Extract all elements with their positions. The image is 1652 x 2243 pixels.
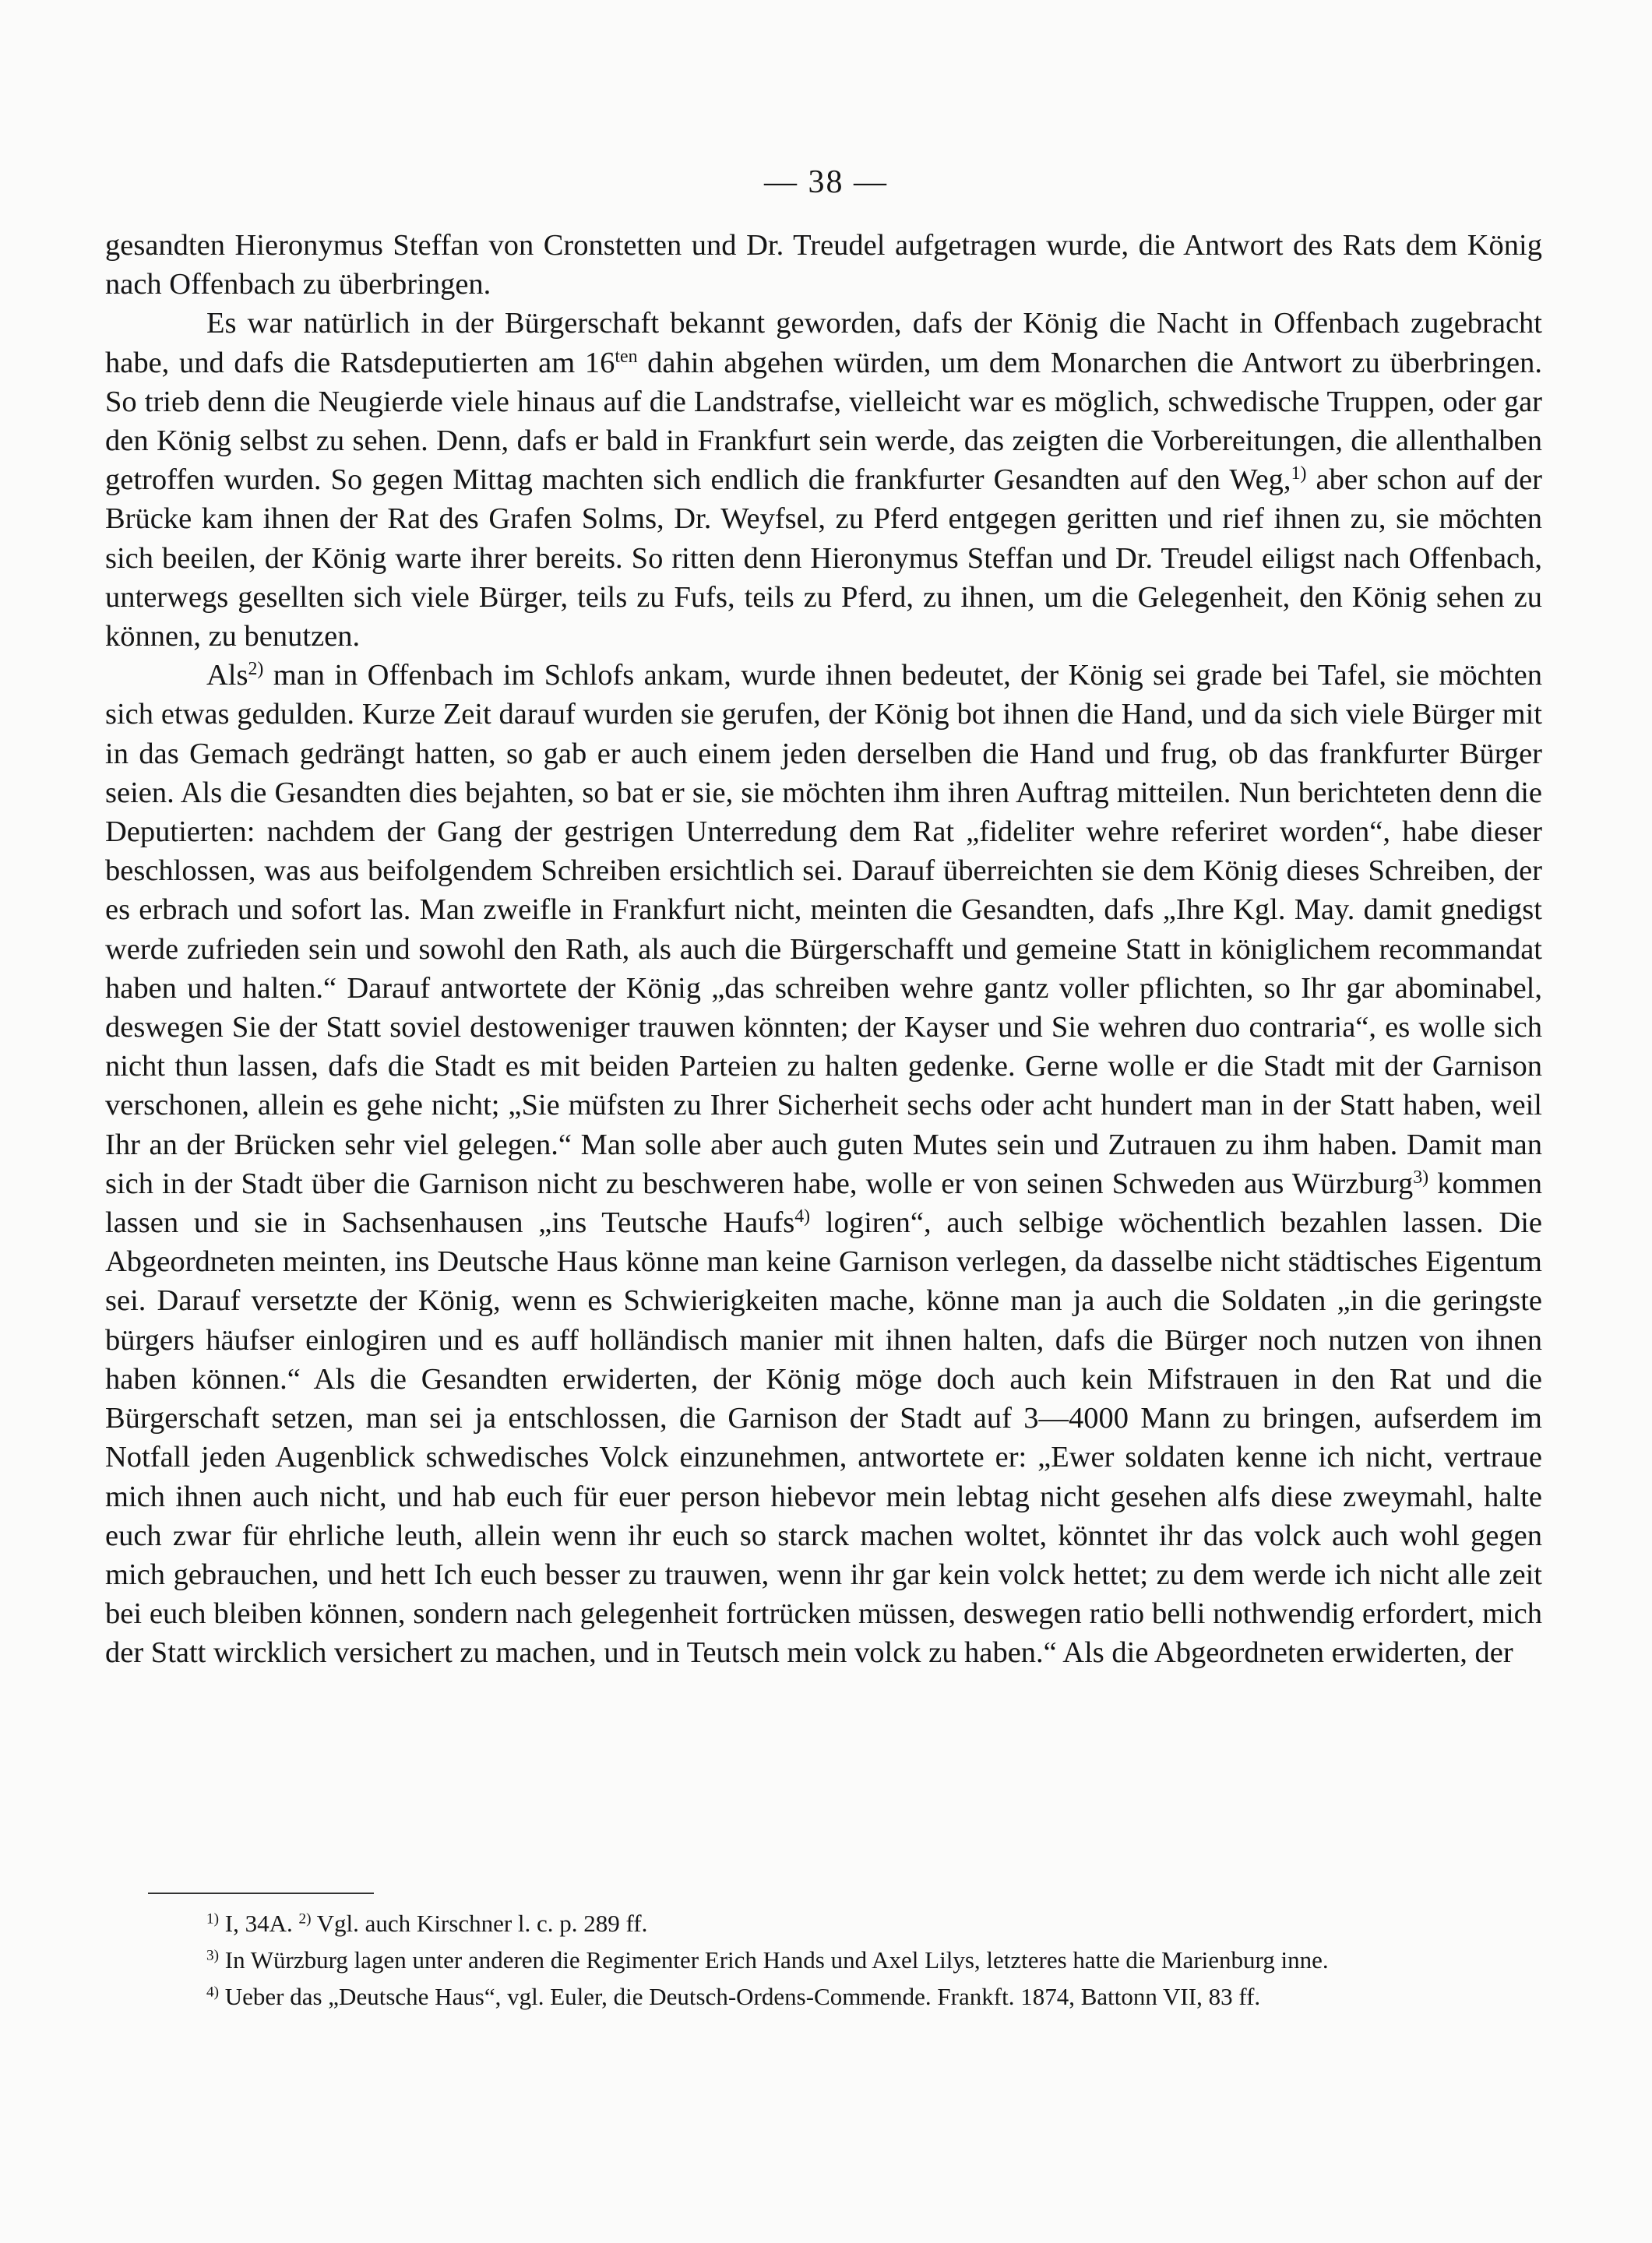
text-run: aber schon auf der Brücke kam ihnen der Rat des Grafen Solms, Dr. Weyfsel, zu Pferd entgegen geritten und rief ihnen zu, sie möchten sich beeilen, der König warte ihrer bereits. So ritten denn Hieronymus Steffan und Dr. Treudel eiligst nach Offenbach, unterwegs gesellten sich viele Bürger, teils zu Fufs, teils zu Pferd, zu ihnen, um die Gelegenheit, den König sehen zu können, zu benutzen. <box>105 463 1543 653</box>
footnote-ref: 4) <box>206 1984 219 2001</box>
footnote-ref: 2) <box>248 659 264 680</box>
footnote-ref: 3) <box>1413 1167 1429 1188</box>
text-run: kommen lassen und sie in Sachsenhausen „ins Teutsche Haufs <box>105 1167 1542 1240</box>
text-run: dahin abgehen würden, um dem Monarchen die Antwort zu überbringen. So trieb denn die Neugierde viele hinaus auf die Landstrafse, vielleicht war es möglich, schwedische Truppen, oder gar den König selbst zu sehen. Denn, dafs er bald in Frankfurt sein werde, das zeigten die Vorbereitungen, die allenthalben getroffen wurden. So gegen Mittag machten sich endlich die frankfurter Gesandten auf den Weg, <box>105 346 1542 497</box>
paragraph-1 <box>105 226 1542 304</box>
text-run: Vgl. auch Kirschner l. c. p. 289 ff. <box>311 1910 648 1937</box>
footnote-ref: 1) <box>206 1910 219 1928</box>
footnote-1-2 <box>101 1908 1546 1939</box>
text-run: man in Offenbach im Schlofs ankam, wurde ihnen bedeutet, der König sei grade bei Tafel, sie möchten sich etwas gedulden. Kurze Zeit darauf wurden sie gerufen, der König bot ihnen die Hand, und da sich viele Bürger mit in das Gemach gedrängt hatten, so gab er auch einem jeden derselben die Hand und frug, ob das frankfurter Bürger seien. Als die Gesandten dies bejahten, so bat er sie, sie möchten ihm ihren Auftrag mitteilen. Nun berichteten denn die Deputierten: nachdem der Gang der gestrigen Unterredung dem Rat „fideliter wehre referiret worden“, habe dieser beschlossen, was aus beifolgendem Schreiben ersichtlich sei. Darauf überreichten sie dem König dieses Schreiben, der es erbrach und sofort las. Man zweifle in Frankfurt nicht, meinten die Gesandten, dafs „Ihre Kgl. May. damit gnedigst werde zufrieden sein und sowohl den Rath, als auch die Bürgerschafft und gemeine Statt in königlichem recommandat haben und halten.“ Darauf antwortete der König „das schreiben wehre gantz voller pflichten, so Ihr gar abominabel, deswegen Sie der Statt soviel destoweniger trauwen könnten; der Kayser und Sie wehren duo contraria“, es wolle sich nicht thun lassen, dafs die Stadt es mit beiden Parteien zu halten gedenke. Gerne wolle er die Stadt mit der Garnison verschonen, allein es gehe nicht; „Sie müfsten zu Ihrer Sicherheit sechs oder acht hundert man in der Statt haben, weil Ihr an der Brücken sehr viel gelegen.“ Man solle aber auch guten Mutes sein und Zutrauen zu ihm haben. Damit man sich in der Stadt über die Garnison nicht zu beschweren habe, wolle er von seinen Schweden aus Würzburg <box>105 659 1542 1200</box>
text-run: logiren“, auch selbige wöchentlich bezahlen lassen. Die Abgeordneten meinten, ins Deutsche Haus könne man keine Garnison verlegen, da dasselbe nicht städtisches Eigentum sei. Darauf versetzte der König, wenn es Schwierigkeiten mache, könne man ja auch die Soldaten „in die geringste bürgers häufser einlogiren und es auff holländisch manier mit ihnen halten, dafs die Bürger noch nutzen von ihnen haben können.“ Als die Gesandten erwiderten, der König möge doch auch kein Mifstrauen in den Rat und die Bürgerschaft setzen, man sei ja entschlossen, die Garnison der Stadt auf 3—4000 Mann zu bringen, aufserdem im Notfall jeden Augenblick schwedisches Volck einzunehmen, antwortete er: „Ewer soldaten kenne ich nicht, vertraue mich ihnen auch nicht, und hab euch für euer person hiebevor mein lebtag nicht gesehen alfs diese zweymahl, halte euch zwar für ehrliche leuth, allein wenn ihr euch so starck machen woltet, könntet ihr das volck auch wohl gegen mich gebrauchen, und hett Ich euch besser zu trauwen, wenn ihr gar kein volck hettet; zu dem werde ich nicht alle zeit bei euch bleiben können, sondern nach gelegenheit fortrücken müssen, deswegen ratio belli nothwendig erfordert, mich der Statt wircklich versichert zu machen, und in Teutsch mein volck zu haben.“ Als die Abgeordneten erwiderten, der <box>105 1206 1542 1670</box>
paragraph-2 <box>105 304 1542 656</box>
text-run: Als <box>206 659 248 692</box>
body-text <box>105 226 1542 1673</box>
text-run: Ueber das „Deutsche Haus“, vgl. Euler, die Deutsch-Ordens-Commende. Frankft. 1874, Battonn VII, 83 ff. <box>219 1983 1261 2010</box>
paragraph-3 <box>105 656 1542 1672</box>
footnote-ref: ten <box>615 346 638 367</box>
footnote-ref: 3) <box>206 1947 219 1964</box>
text-run: I, 34A. <box>219 1910 299 1937</box>
footnote-3 <box>101 1945 1546 1976</box>
footnote-divider <box>148 1893 374 1894</box>
footnote-ref: 2) <box>298 1910 312 1928</box>
footnotes <box>101 1908 1546 2018</box>
footnote-ref: 4) <box>794 1206 811 1227</box>
footnote-ref: 1) <box>1291 463 1307 484</box>
text-run: In Würzburg lagen unter anderen die Regimenter Erich Hands und Axel Lilys, letzteres hatte die Marienburg inne. <box>219 1946 1329 1974</box>
footnote-4 <box>101 1981 1546 2012</box>
text-run: gesandten Hieronymus Steffan von Cronstetten und Dr. Treudel aufgetragen wurde, die Antwort des Rats dem König nach Offenbach zu überbringen. <box>105 229 1542 301</box>
text-run: Es war natürlich in der Bürgerschaft bekannt geworden, dafs der König die Nacht in Offenbach zugebracht habe, und dafs die Ratsdeputierten am 16 <box>105 307 1542 379</box>
page-number: — 38 — <box>764 164 888 200</box>
